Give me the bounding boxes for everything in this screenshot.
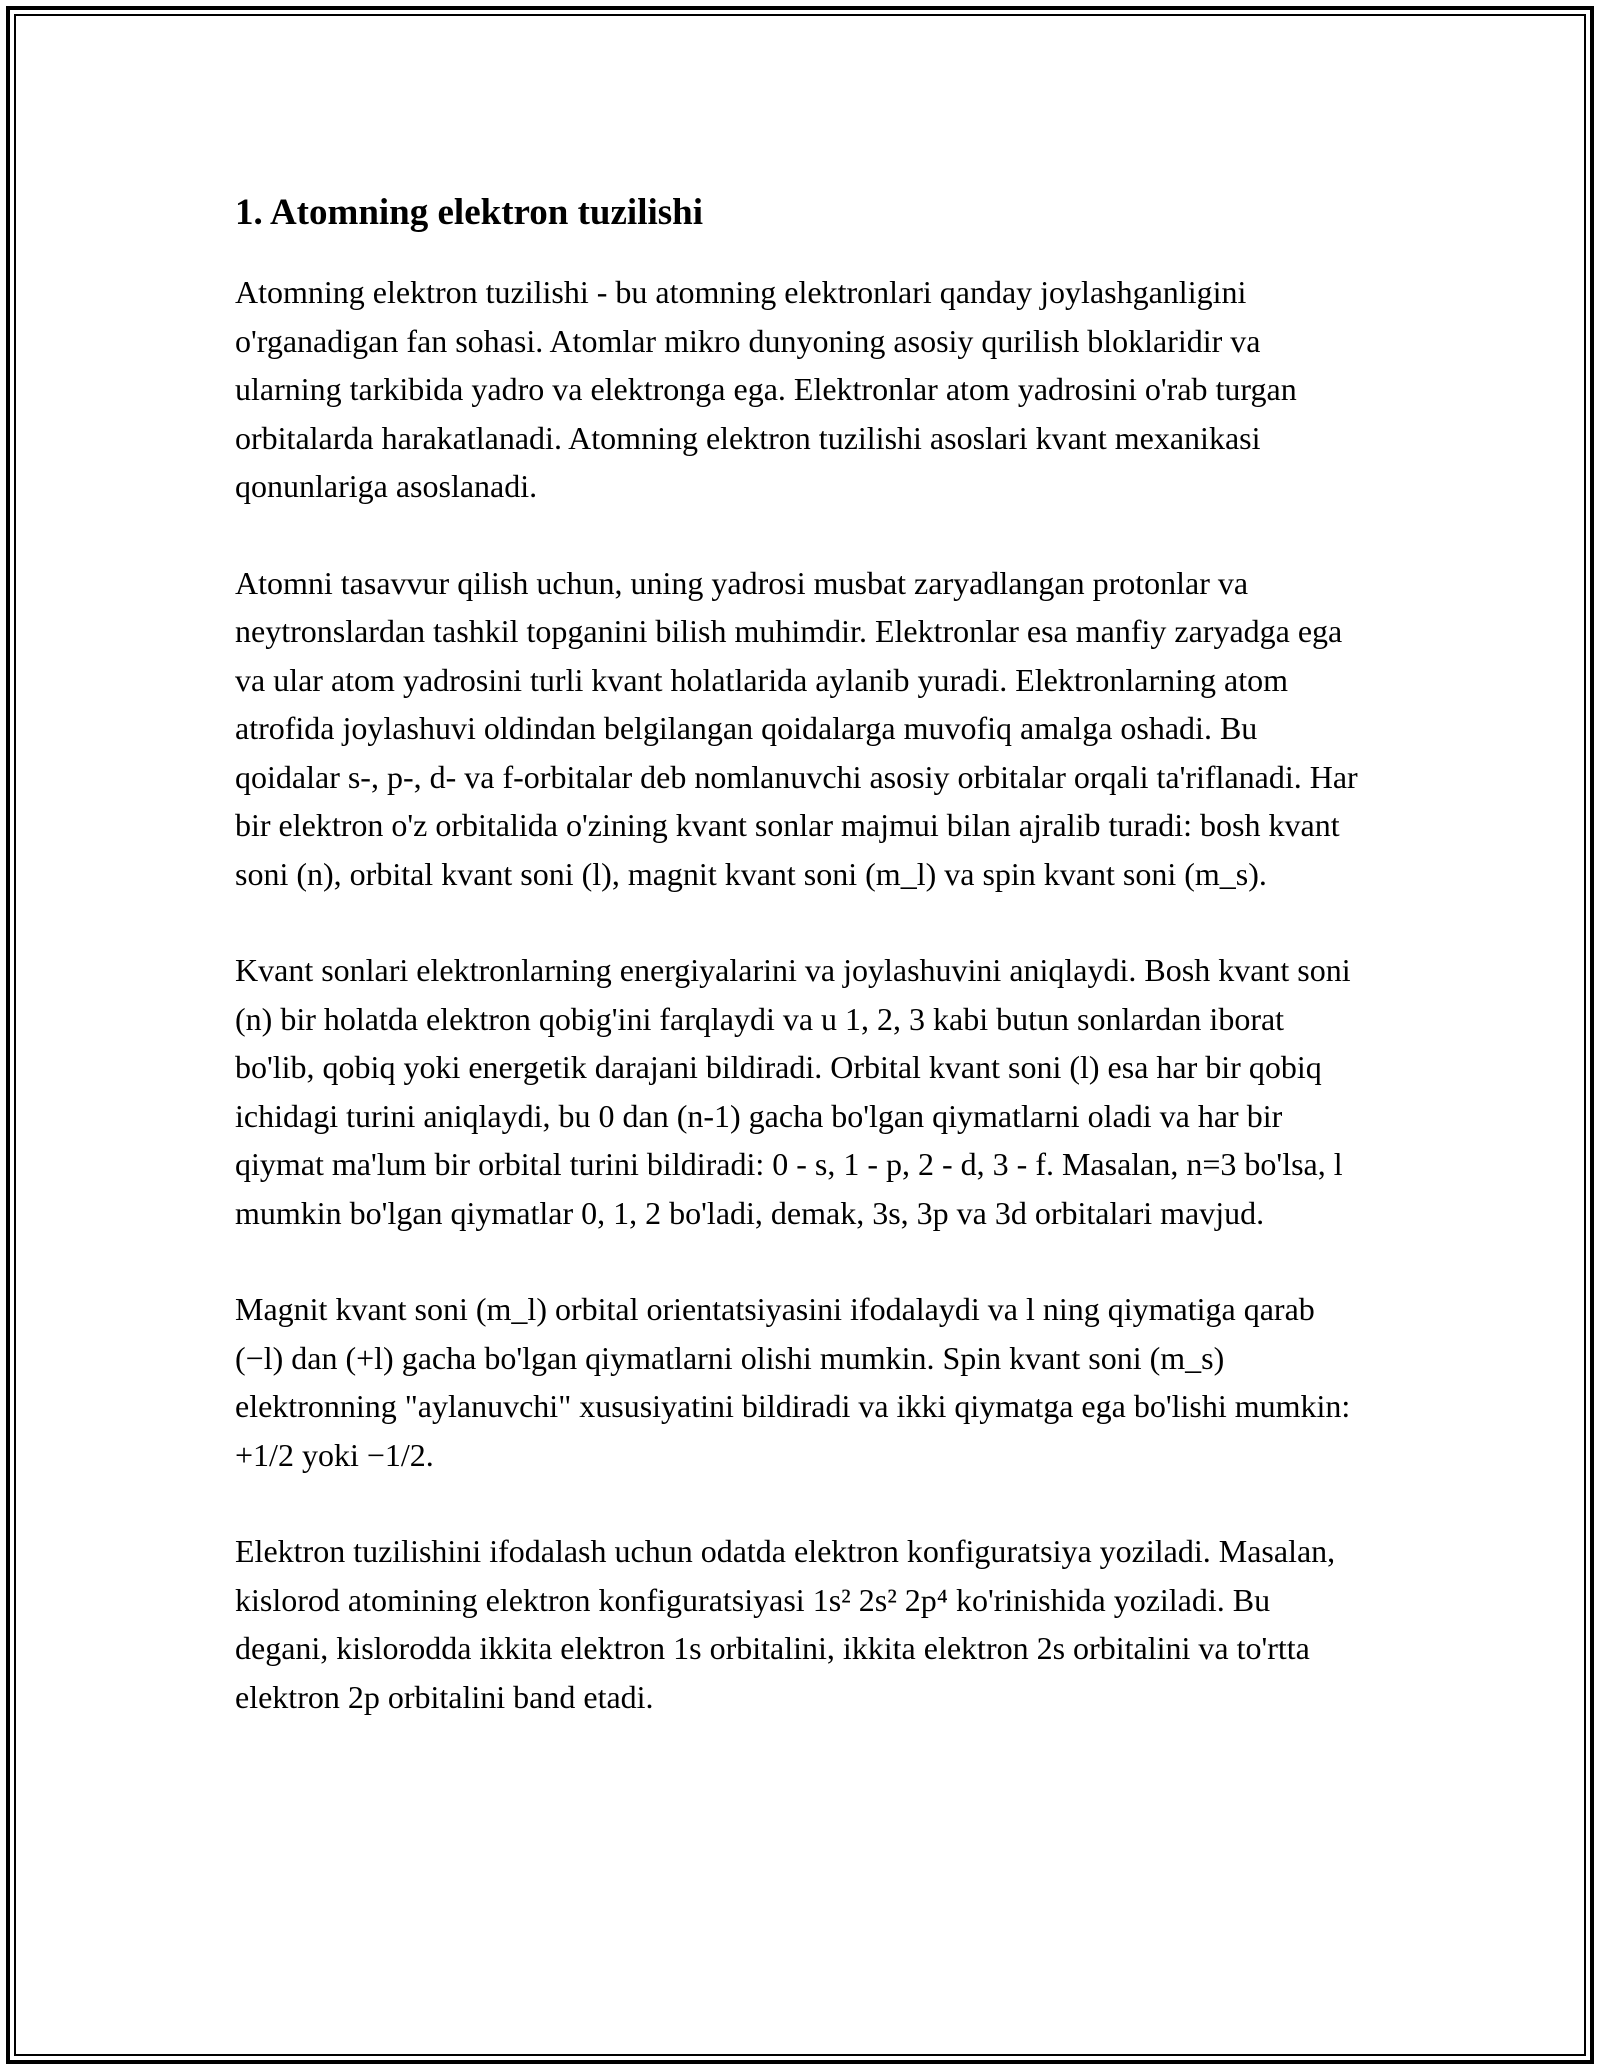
document-body [235,186,1365,1769]
paragraph-quantum-numbers: Kvant sonlari elektronlarning energiyalarini va joylashuvini aniqlaydi. Bosh kvant soni (n) bir holatda elektron qobig'ini farqlaydi va u 1, 2, 3 kabi butun sonlardan iborat bo'lib, qobiq yoki energetik darajani bildiradi. Orbital kvant soni (l) esa har bir qobiq ichidagi turini aniqlaydi, bu 0 dan (n-1) gacha bo'lgan qiymatlarni oladi va har bir qiymat ma'lum bir orbital turini bildiradi: 0 - s, 1 - p, 2 - d, 3 - f. Masalan, n=3 bo'lsa, l mumkin bo'lgan qiymatlar 0, 1, 2 bo'ladi, demak, 3s, 3p va 3d orbitalari mavjud. [235,952,1351,1231]
paragraph-magnetic-spin: Magnit kvant soni (m_l) orbital orientatsiyasini ifodalaydi va l ning qiymatiga qarab (−l) dan (+l) gacha bo'lgan qiymatlarni olishi mumkin. Spin kvant soni (m_s) elektronning "aylanuvchi" xususiyatini bildiradi va ikki qiymatga ega bo'lishi mumkin: +1/2 yoki −1/2. [235,1291,1351,1473]
paragraph-electron-configuration: Elektron tuzilishini ifodalash uchun odatda elektron konfiguratsiya yoziladi. Masalan, kislorod atomining elektron konfiguratsiyasi 1s² 2s² 2p⁴ ko'rinishida yoziladi. Bu degani, kislorodda ikkita elektron 1s orbitalini, ikkita elektron 2s orbitalini va to'rtta elektron 2p orbitalini band etadi. [235,1533,1336,1715]
paragraph-introduction: Atomning elektron tuzilishi - bu atomning elektronlari qanday joylashganligini o'rganadigan fan sohasi. Atomlar mikro dunyoning asosiy qurilish bloklaridir va ularning tarkibida yadro va elektronga ega. Elektronlar atom yadrosini o'rab turgan orbitalarda harakatlanadi. Atomning elektron tuzilishi asoslari kvant mexanikasi qonunlariga asoslanadi. [235,274,1297,504]
section-title: 1. Atomning elektron tuzilishi [235,192,704,233]
paragraph-atom-structure: Atomni tasavvur qilish uchun, uning yadrosi musbat zaryadlangan protonlar va neytronslardan tashkil topganini bilish muhimdir. Elektronlar esa manfiy zaryadga ega va ular atom yadrosini turli kvant holatlarida aylanib yuradi. Elektronlarning atom atrofida joylashuvi oldindan belgilangan qoidalarga muvofiq amalga oshadi. Bu qoidalar s-, p-, d- va f-orbitalar deb nomlanuvchi asosiy orbitalar orqali ta'riflanadi. Har bir elektron o'z orbitalida o'zining kvant sonlar majmui bilan ajralib turadi: bosh kvant soni (n), orbital kvant soni (l), magnit kvant soni (m_l) va spin kvant soni (m_s). [235,564,1358,892]
